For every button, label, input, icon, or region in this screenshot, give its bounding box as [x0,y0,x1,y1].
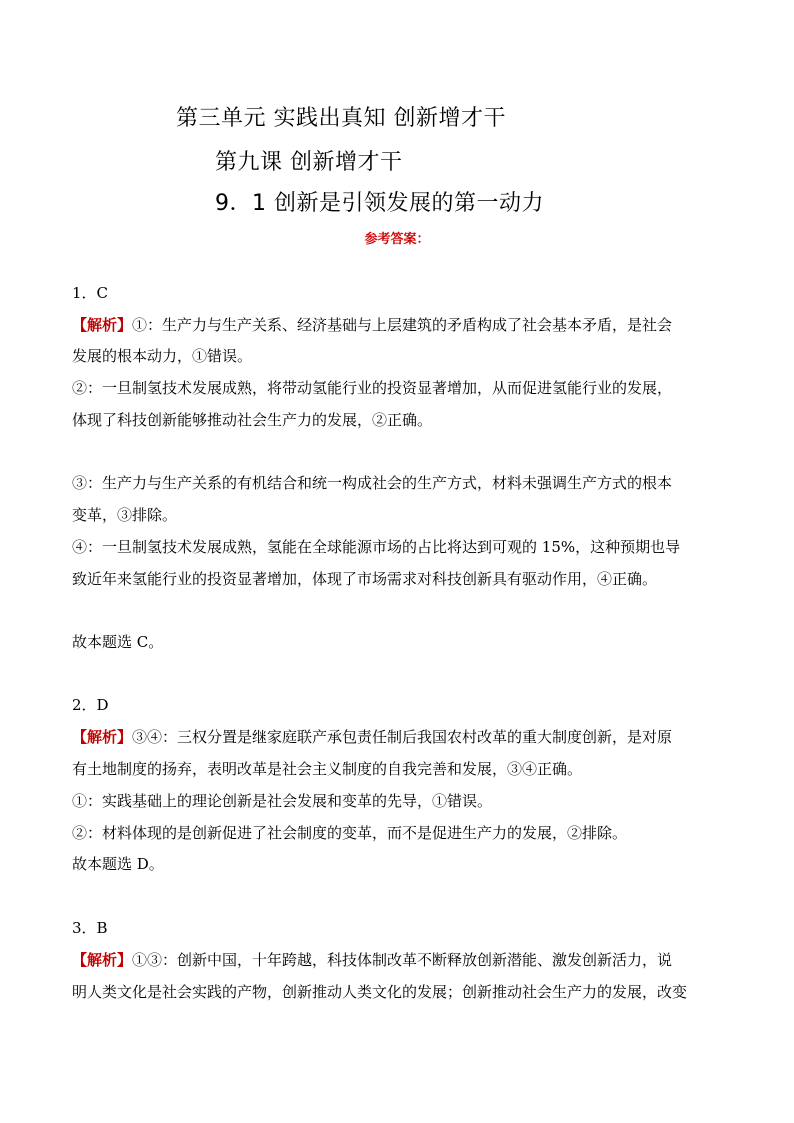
q2-number: 2．D [72,696,109,714]
q3-number: 3．B [72,919,108,937]
q1-line-4: 体现了科技创新能够推动社会生产力的发展，②正确。 [72,411,433,429]
analysis-tag: 【解析】 [72,316,133,334]
q1-conclusion: 故本题选 C。 [72,633,164,651]
q1-line-7: ④：一旦制氢技术发展成熟，氢能在全球能源市场的占比将达到可观的 15%，这种预期也导 [72,538,681,556]
q2-text-1: ③④：三权分置是继家庭联产承包责任制后我国农村改革的重大制度创新，是对原 [132,728,673,746]
q3-line-2: 明人类文化是社会实践的产物，创新推动人类文化的发展；创新推动社会生产力的发展，改变 [72,983,688,1001]
q1-text-1: ①：生产力与生产关系、经济基础与上层建筑的矛盾构成了社会基本矛盾，是社会 [132,316,673,334]
answers-heading: 参考答案： [364,232,430,247]
q1-number: 1．C [72,284,109,302]
analysis-tag: 【解析】 [72,951,133,969]
q1-line-3: ②：一旦制氢技术发展成熟，将带动氢能行业的投资显著增加，从而促进氢能行业的发展， [72,379,673,397]
q3-text-1: ①③：创新中国，十年跨越，科技体制改革不断释放创新潜能、激发创新活力，说 [132,951,673,969]
unit-title: 第三单元 实践出真知 创新增才干 [176,106,506,131]
q1-line-5: ③：生产力与生产关系的有机结合和统一构成社会的生产方式，材料未强调生产方式的根本 [72,474,673,492]
q3-line-1 [72,949,724,970]
q2-line-1 [72,726,724,747]
q2-line-4: ②：材料体现的是创新促进了社会制度的变革，而不是促进生产力的发展，②排除。 [72,824,628,842]
q2-line-2: 有土地制度的扬弃，表明改革是社会主义制度的自我完善和发展，③④正确。 [72,760,583,778]
q2-line-3: ①：实践基础上的理论创新是社会发展和变革的先导，①错误。 [72,792,493,810]
q1-line-8: 致近年来氢能行业的投资显著增加，体现了市场需求对科技创新具有驱动作用，④正确。 [72,570,658,588]
section-title: 9．1 创新是引领发展的第一动力 [215,191,544,216]
q1-line-1 [72,314,724,335]
lesson-title: 第九课 创新增才干 [215,150,403,175]
q2-conclusion: 故本题选 D。 [72,855,164,873]
analysis-tag: 【解析】 [72,728,133,746]
q1-line-2: 发展的根本动力，①错误。 [72,347,253,365]
q1-line-6: 变革，③排除。 [72,506,178,524]
